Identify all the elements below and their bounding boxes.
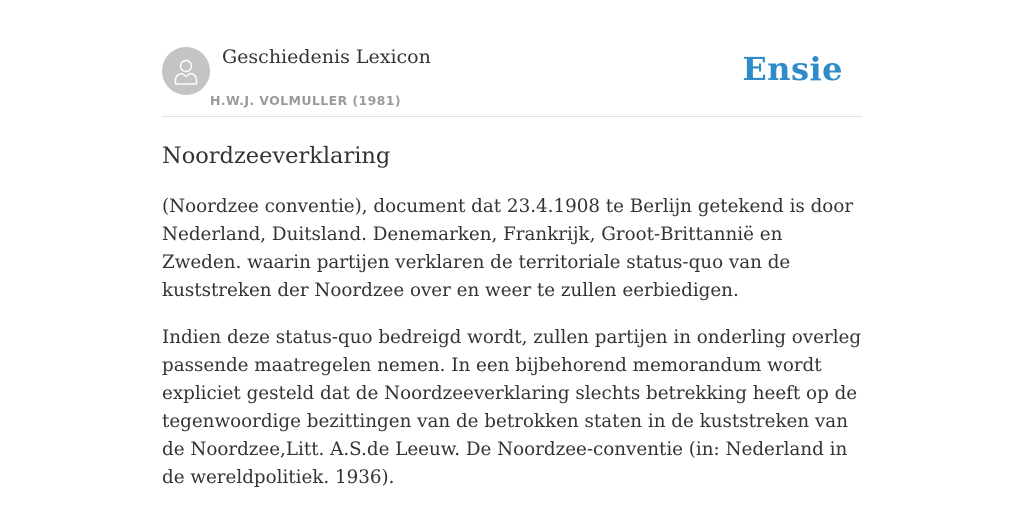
user-silhouette-icon [173, 57, 199, 85]
avatar[interactable] [162, 47, 210, 95]
entry-body [162, 193, 862, 492]
entry-paragraph: Indien deze status-quo bedreigd wordt, zullen partijen in onderling overleg passende maatregelen nemen. In een bijbehorend memorandum wordt expliciet gesteld dat de Noordzeeverklaring slechts betrekking heeft op de tegenwoordige bezittingen van de betrokken staten in de kuststreken van de Noordzee,Litt. A.S.de Leeuw. De Noordzee-conventie (in: Nederland in de wereldpolitiek. 1936). [162, 327, 862, 488]
entry-title: Noordzeeverklaring [162, 143, 391, 169]
entry-paragraph: (Noordzee conventie), document dat 23.4.1908 te Berlijn getekend is door Nederland, Duitsland. Denemarken, Frankrijk, Groot-Brittannië en Zweden. waarin partijen verklaren de territoriale status-quo van de kuststreken der Noordzee over en weer te zullen eerbiedigen. [162, 196, 854, 301]
brand-logo[interactable]: Ensie [742, 50, 843, 88]
source-title[interactable]: Geschiedenis Lexicon [222, 46, 431, 68]
lexicon-card [162, 40, 862, 492]
source-header [162, 40, 862, 117]
source-author[interactable]: H.W.J. VOLMULLER (1981) [210, 93, 401, 108]
